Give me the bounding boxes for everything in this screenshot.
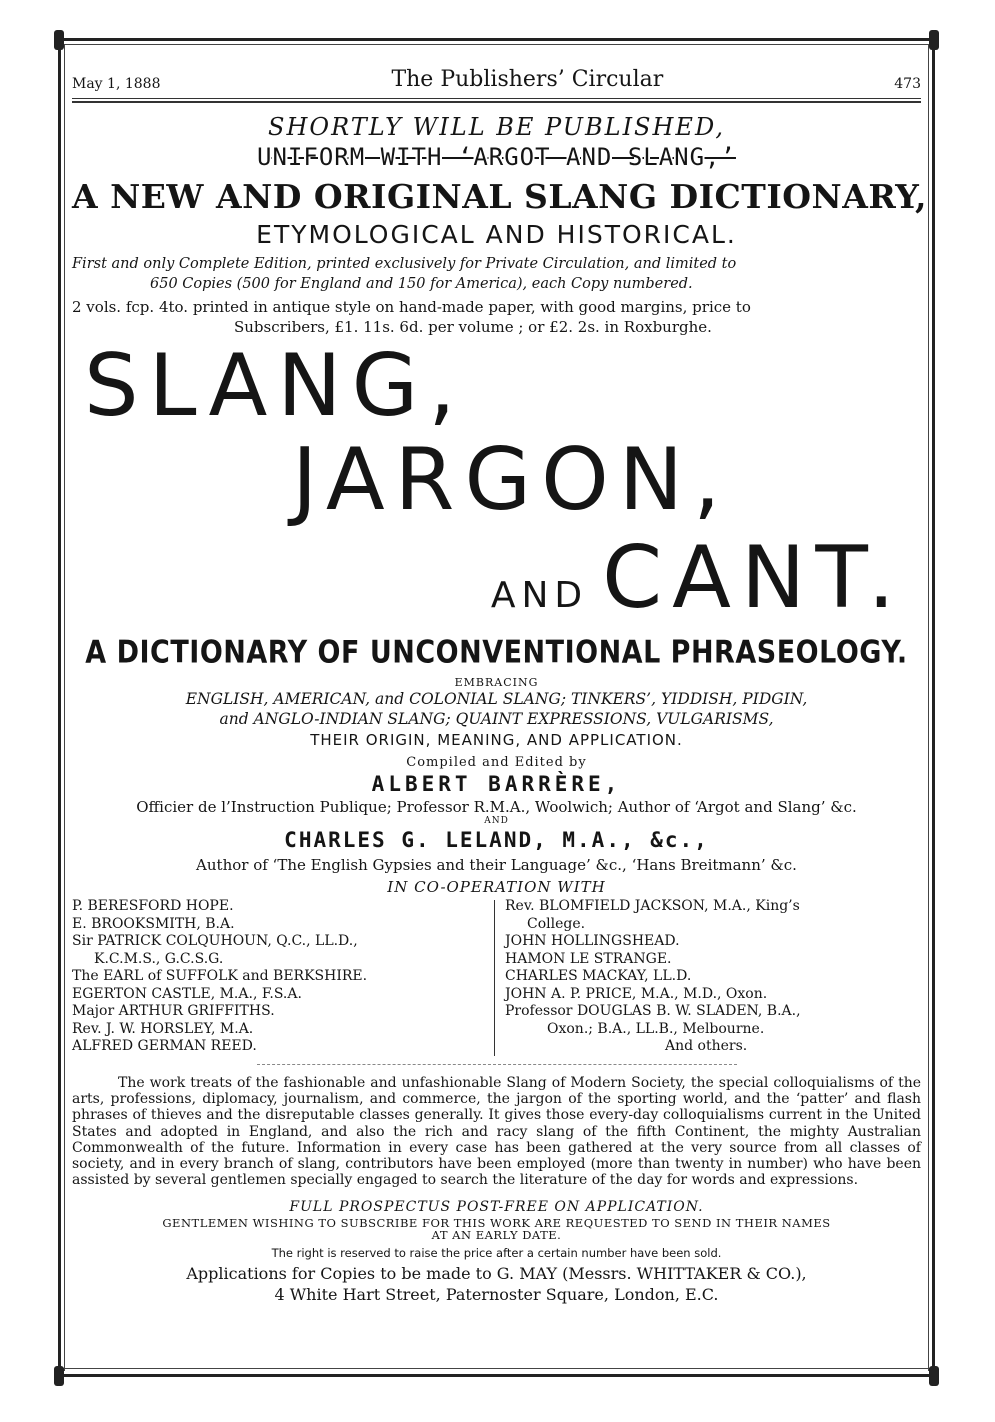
title-and-cant — [72, 528, 905, 629]
collaborator-name: And others. — [665, 1038, 748, 1055]
column-divider — [494, 900, 495, 1056]
volumes-line-2: Subscribers, £1. 11s. 6d. per volume ; or £2. 2s. in Roxburghe. — [234, 317, 712, 336]
volumes-note — [72, 298, 921, 337]
title-slang: SLANG, — [84, 336, 466, 437]
collaborator-name: E. BROOKSMITH, B.A. — [72, 915, 235, 932]
subscribe-notice-line-1: GENTLEMEN WISHING TO SUBSCRIBE FOR THIS WORK ARE REQUESTED TO SEND IN THEIR NAMES — [162, 1215, 831, 1230]
page-content — [72, 48, 928, 1305]
uniform-heading: UNIFORM WITH ‘ARGOT AND SLANG,’ — [257, 143, 736, 171]
header-rule-double — [72, 101, 921, 103]
new-dictionary-heading: A NEW AND ORIGINAL SLANG DICTIONARY, — [72, 177, 928, 216]
applications-address — [72, 1264, 921, 1306]
collaborator-name: EGERTON CASTLE, M.A., F.S.A. — [72, 985, 302, 1002]
collaborator-name: Rev. BLOMFIELD JACKSON, M.A., King’s — [505, 898, 800, 915]
title-jargon: JARGON, — [292, 430, 731, 531]
prospectus-line: FULL PROSPECTUS POST-FREE ON APPLICATION. — [289, 1198, 704, 1215]
origin-line: THEIR ORIGIN, MEANING, AND APPLICATION. — [310, 731, 683, 750]
embracing-text — [72, 689, 921, 729]
page-number: 473 — [894, 76, 921, 92]
collaborator-name: K.C.M.S., G.C.S.G. — [94, 950, 224, 967]
leland-credentials: Author of ‘The English Gypsies and their Language’ &c., ‘Hans Breitmann’ &c. — [196, 856, 797, 875]
frame-corner-ornament — [54, 30, 64, 50]
embracing-line-1: ENGLISH, AMERICAN, and COLONIAL SLANG; TINKERS’, YIDDISH, PIDGIN, — [185, 690, 808, 709]
frame-left-inner-border — [64, 44, 65, 1371]
cooperation-heading: IN CO-OPERATION WITH — [387, 878, 606, 897]
embracing-line-2: and ANGLO-INDIAN SLANG; QUAINT EXPRESSIONS, VULGARISMS, — [219, 710, 774, 729]
collaborator-name: JOHN A. P. PRICE, M.A., M.D., Oxon. — [505, 985, 768, 1002]
collaborator-name: JOHN HOLLINGSHEAD. — [505, 933, 680, 950]
publication-title: The Publishers’ Circular — [391, 67, 664, 92]
frame-bottom-border — [58, 1374, 935, 1377]
collaborator-name: ALFRED GERMAN REED. — [72, 1038, 257, 1055]
barrere-credentials: Officier de l’Instruction Publique; Professor R.M.A., Woolwich; Author of ‘Argot and Slang’ &c. — [136, 798, 857, 817]
frame-right-border — [932, 38, 935, 1377]
title-and: AND — [490, 575, 589, 617]
collaborator-name: CHARLES MACKAY, LL.D. — [505, 968, 692, 985]
header-rule — [72, 98, 921, 99]
issue-date: May 1, 1888 — [72, 76, 161, 92]
section-rule — [257, 1064, 737, 1065]
frame-corner-ornament — [929, 30, 939, 50]
dictionary-subtitle: A DICTIONARY OF UNCONVENTIONAL PHRASEOLOGY. — [85, 634, 908, 671]
edition-line-2: 650 Copies (500 for England and 150 for America), each Copy numbered. — [150, 275, 693, 292]
frame-corner-ornament — [929, 1366, 939, 1386]
volumes-line-1: 2 vols. fcp. 4to. printed in antique style on hand-made paper, with good margins, price to — [72, 298, 751, 317]
collaborator-name: Major ARTHUR GRIFFITHS. — [72, 1003, 275, 1020]
frame-corner-ornament — [54, 1366, 64, 1386]
frame-right-inner-border — [928, 44, 929, 1371]
applications-line-2: 4 White Hart Street, Paternoster Square, London, E.C. — [274, 1284, 719, 1304]
edition-line-1: First and only Complete Edition, printed exclusively for Private Circulation, and limited to — [72, 256, 737, 272]
subscribe-notice — [72, 1217, 921, 1242]
collaborator-name: Rev. J. W. HORSLEY, M.A. — [72, 1020, 254, 1037]
collaborator-name: HAMON LE STRANGE. — [505, 950, 672, 967]
collaborator-name: Professor DOUGLAS B. W. SLADEN, B.A., — [505, 1003, 801, 1020]
frame-bottom-inner-border — [58, 1368, 935, 1369]
collaborators-left-column — [72, 898, 494, 1056]
collaborators-right-column — [505, 898, 921, 1056]
collaborator-name: P. BERESFORD HOPE. — [72, 898, 234, 915]
collaborator-name: Sir PATRICK COLQUHOUN, Q.C., LL.D., — [72, 933, 358, 950]
price-reservation-note: The right is reserved to raise the price after a certain number have been sold. — [271, 1245, 722, 1260]
and-separator: AND — [484, 816, 509, 827]
description-paragraph: The work treats of the fashionable and unfashionable Slang of Modern Society, the special colloquialisms of the arts, professions, diplomacy, journalism, and commerce, the jargon of the sporting world, and the ‘patter’ and flash phrases of thieves and the disreputable classes generally. It gives those every-day colloquialisms current in the United States and adopted in England, and also the rich and racy slang of the fifth Continent, the mighty Australian Commonwealth of the future. Information in every case has been gathered at the very source from all classes of society, and in every branch of slang, contributors have been employed (more than twenty in number) who have been assisted by several gentlemen specially engaged to search the literature of the day for words and expressions. — [72, 1074, 921, 1189]
subscribe-notice-line-2: AT AN EARLY DATE. — [431, 1228, 562, 1243]
editor-barrere: ALBERT BARRÈRE, — [371, 772, 622, 797]
applications-line-1: Applications for Copies to be made to G. MAY (Messrs. WHITTAKER & CO.), — [186, 1263, 807, 1283]
frame-top-inner-border — [58, 44, 935, 45]
collaborator-name: The EARL of SUFFOLK and BERKSHIRE. — [72, 968, 368, 985]
embracing-label: EMBRACING — [454, 676, 539, 690]
frame-top-border — [58, 38, 935, 41]
frame-left-border — [58, 38, 61, 1377]
editor-leland: CHARLES G. LELAND, M.A., &c., — [284, 828, 709, 853]
running-header — [72, 48, 921, 92]
etymological-heading: ETYMOLOGICAL AND HISTORICAL. — [256, 220, 737, 249]
edition-note — [72, 255, 921, 294]
compiled-by: Compiled and Edited by — [406, 755, 587, 771]
shortly-heading: SHORTLY WILL BE PUBLISHED, — [268, 113, 725, 141]
collaborators-list — [72, 898, 921, 1056]
title-cant: CANT. — [602, 528, 905, 629]
collaborator-name: College. — [527, 915, 586, 932]
collaborator-name: Oxon.; B.A., LL.B., Melbourne. — [547, 1020, 765, 1037]
